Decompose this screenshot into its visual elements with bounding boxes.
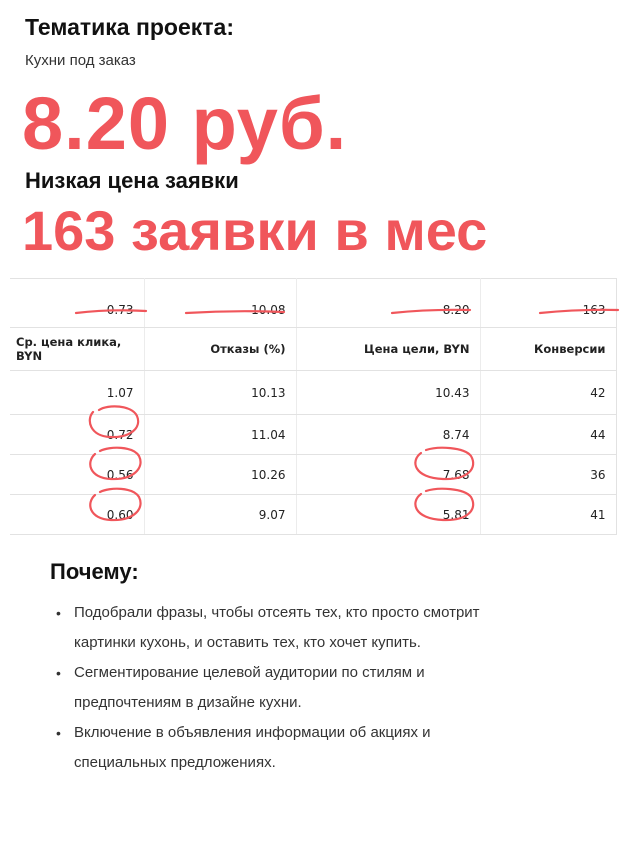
bullet-icon: • [56,665,61,681]
list-item [56,598,514,658]
header-cpc[interactable]: Ср. цена клика, BYN [10,328,144,371]
cell-bounce: 10.13 [144,371,296,415]
cell-cpc: 0.72 [10,415,144,455]
cell-conversions: 41 [480,495,616,535]
header-goal-price[interactable]: Цена цели, BYN [296,328,480,371]
list-item-text: Подобрали фразы, чтобы отсеять тех, кто просто смотрит картинки кухонь, и оставить тех, кто хочет купить. [74,604,480,651]
cell-cpc: 0.60 [10,495,144,535]
cell-cpc: 1.07 [10,371,144,415]
why-list [50,598,514,778]
header-conversions[interactable]: Конверсии [480,328,616,371]
cell-conversions: 44 [480,415,616,455]
why-title: Почему: [50,559,139,584]
header-row [10,328,616,371]
bullet-icon: • [56,605,61,621]
list-item-text: Включение в объявления информации об акциях и специальных предложениях. [74,724,431,771]
table-row [10,415,616,455]
topic-title: Тематика проекта: [25,14,234,40]
bullet-icon: • [56,725,61,741]
big-leads: 163 заявки в мес [22,199,488,262]
list-item-text: Сегментирование целевой аудитории по стилям и предпочтениям в дизайне кухни. [74,664,425,711]
cell-bounce: 10.26 [144,455,296,495]
total-goal-price: 8.20 [296,279,480,328]
total-cpc: 0.73 [10,279,144,328]
cell-conversions: 36 [480,455,616,495]
table-row [10,455,616,495]
cell-goal-price: 8.74 [296,415,480,455]
table-row [10,371,616,415]
header-bounce[interactable]: Отказы (%) [144,328,296,371]
stats-table [10,278,616,524]
cell-goal-price: 5.81 [296,495,480,535]
list-item [56,718,514,778]
cell-bounce: 9.07 [144,495,296,535]
cell-cpc: 0.56 [10,455,144,495]
list-item [56,658,514,718]
topic-value: Кухни под заказ [25,52,136,69]
total-bounce: 10.08 [144,279,296,328]
table-row [10,495,616,535]
cell-bounce: 11.04 [144,415,296,455]
price-caption: Низкая цена заявки [25,168,239,193]
totals-row [10,279,616,328]
cell-goal-price: 7.68 [296,455,480,495]
cell-goal-price: 10.43 [296,371,480,415]
total-conversions: 163 [480,279,616,328]
big-price: 8.20 руб. [22,82,348,165]
cell-conversions: 42 [480,371,616,415]
